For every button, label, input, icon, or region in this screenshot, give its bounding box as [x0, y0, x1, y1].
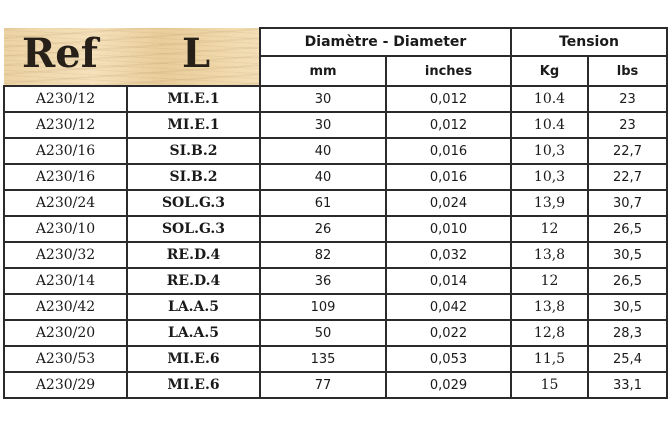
ref-cell: A230/12 [4, 112, 127, 138]
code-cell: SOL.G.3 [127, 216, 260, 242]
table-row [4, 190, 667, 216]
lbs-cell: 22,7 [588, 164, 667, 190]
string-spec-table [3, 27, 668, 399]
kg-cell: 13,9 [511, 190, 588, 216]
ref-cell: A230/16 [4, 138, 127, 164]
ref-cell: A230/42 [4, 294, 127, 320]
inches-cell: 0,042 [386, 294, 511, 320]
ref-cell: A230/24 [4, 190, 127, 216]
lbs-cell: 30,7 [588, 190, 667, 216]
code-cell: LA.A.5 [127, 294, 260, 320]
lbs-cell: 28,3 [588, 320, 667, 346]
table-row [4, 164, 667, 190]
kg-cell: 11,5 [511, 346, 588, 372]
ref-cell: A230/12 [4, 86, 127, 112]
table-body [4, 86, 667, 398]
inches-cell: 0,016 [386, 138, 511, 164]
table-row [4, 372, 667, 398]
inches-cell: 0,053 [386, 346, 511, 372]
mm-cell: 109 [260, 294, 386, 320]
ref-cell: A230/53 [4, 346, 127, 372]
kg-cell: 13,8 [511, 294, 588, 320]
code-cell: RE.D.4 [127, 242, 260, 268]
lbs-cell: 26,5 [588, 216, 667, 242]
mm-header: mm [260, 56, 386, 86]
kg-cell: 13,8 [511, 242, 588, 268]
kg-cell: 12,8 [511, 320, 588, 346]
kg-header: Kg [511, 56, 588, 86]
mm-cell: 50 [260, 320, 386, 346]
code-cell: MI.E.1 [127, 112, 260, 138]
inches-cell: 0,032 [386, 242, 511, 268]
table-row [4, 112, 667, 138]
code-cell: RE.D.4 [127, 268, 260, 294]
lbs-cell: 26,5 [588, 268, 667, 294]
kg-cell: 12 [511, 268, 588, 294]
table-row [4, 216, 667, 242]
mm-cell: 135 [260, 346, 386, 372]
code-cell: LA.A.5 [127, 320, 260, 346]
table-row [4, 268, 667, 294]
mm-cell: 36 [260, 268, 386, 294]
ref-cell: A230/16 [4, 164, 127, 190]
code-cell: MI.E.1 [127, 86, 260, 112]
mm-cell: 40 [260, 164, 386, 190]
ref-title: Ref [22, 30, 98, 77]
inches-header: inches [386, 56, 511, 86]
mm-cell: 26 [260, 216, 386, 242]
kg-cell: 10,3 [511, 138, 588, 164]
inches-cell: 0,014 [386, 268, 511, 294]
lbs-cell: 23 [588, 86, 667, 112]
inches-cell: 0,024 [386, 190, 511, 216]
kg-cell: 15 [511, 372, 588, 398]
inches-cell: 0,012 [386, 112, 511, 138]
inches-cell: 0,022 [386, 320, 511, 346]
lbs-cell: 33,1 [588, 372, 667, 398]
code-cell: SI.B.2 [127, 164, 260, 190]
lbs-cell: 25,4 [588, 346, 667, 372]
mm-cell: 82 [260, 242, 386, 268]
table-row [4, 242, 667, 268]
table-row [4, 138, 667, 164]
inches-cell: 0,012 [386, 86, 511, 112]
inches-cell: 0,016 [386, 164, 511, 190]
mm-cell: 61 [260, 190, 386, 216]
table-row [4, 346, 667, 372]
kg-cell: 12 [511, 216, 588, 242]
inches-cell: 0,029 [386, 372, 511, 398]
lbs-cell: 30,5 [588, 242, 667, 268]
kg-cell: 10.4 [511, 112, 588, 138]
l-title: L [182, 30, 211, 77]
code-cell: MI.E.6 [127, 346, 260, 372]
ref-cell: A230/10 [4, 216, 127, 242]
mm-cell: 77 [260, 372, 386, 398]
kg-cell: 10,3 [511, 164, 588, 190]
table-row [4, 86, 667, 112]
lbs-cell: 30,5 [588, 294, 667, 320]
ref-cell: A230/14 [4, 268, 127, 294]
ref-cell: A230/29 [4, 372, 127, 398]
table-row [4, 294, 667, 320]
table-row [4, 320, 667, 346]
ref-cell: A230/20 [4, 320, 127, 346]
mm-cell: 40 [260, 138, 386, 164]
code-cell: MI.E.6 [127, 372, 260, 398]
wood-header-cell [4, 28, 260, 86]
mm-cell: 30 [260, 86, 386, 112]
lbs-cell: 23 [588, 112, 667, 138]
mm-cell: 30 [260, 112, 386, 138]
diameter-header: Diamètre - Diameter [260, 28, 511, 56]
kg-cell: 10.4 [511, 86, 588, 112]
inches-cell: 0,010 [386, 216, 511, 242]
tension-header: Tension [511, 28, 667, 56]
code-cell: SOL.G.3 [127, 190, 260, 216]
ref-cell: A230/32 [4, 242, 127, 268]
lbs-cell: 22,7 [588, 138, 667, 164]
code-cell: SI.B.2 [127, 138, 260, 164]
lbs-header: lbs [588, 56, 667, 86]
